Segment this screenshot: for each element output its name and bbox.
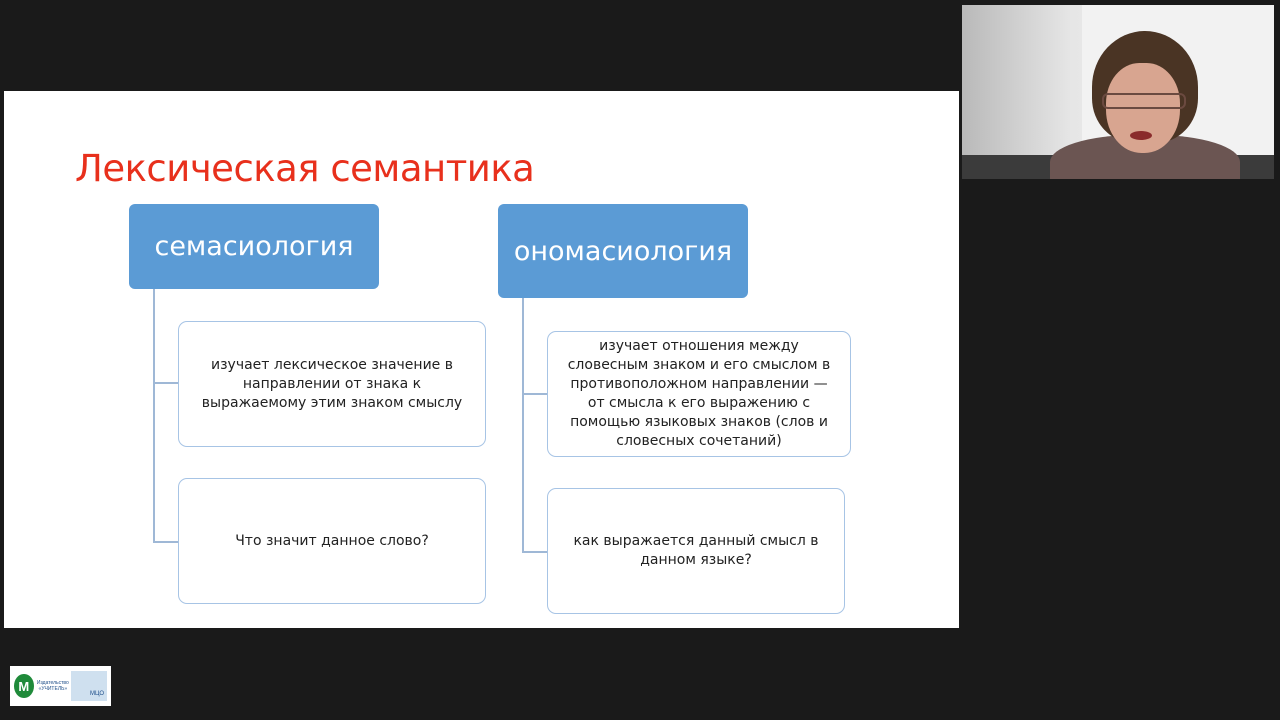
card-semasiology-definition (178, 321, 486, 447)
connector-right-branch-1 (522, 393, 548, 395)
card-text: как выражается данный смысл в данном языке? (573, 533, 819, 568)
connector-left-branch-1 (153, 382, 179, 384)
connector-left-vertical (153, 289, 155, 542)
heading-label: семасиология (154, 231, 354, 262)
presenter-glasses (1102, 93, 1186, 109)
logo-text-line1: Издательство (36, 680, 69, 686)
presentation-slide (4, 91, 959, 628)
logo-emblem: М (14, 674, 34, 698)
globe-map-icon (71, 671, 107, 701)
connector-right-branch-2 (522, 551, 548, 553)
publisher-logo (10, 666, 111, 706)
card-onomasiology-question (547, 488, 845, 614)
slide-title: Лексическая семантика (75, 147, 535, 190)
presenter-mouth (1130, 131, 1152, 140)
card-onomasiology-definition (547, 331, 851, 457)
logo-text (37, 680, 70, 692)
card-text: изучает лексическое значение в направлении от знака к выражаемому этим знаком смыслу (201, 356, 463, 411)
connector-left-branch-2 (153, 541, 179, 543)
heading-onomasiology (498, 204, 748, 298)
card-text: изучает отношения между словесным знаком и его смыслом в противоположном направлении — от смысла к его выражению с помощью языковых знаков (слов и словесных сочетаний) (567, 338, 831, 449)
presenter-webcam (962, 5, 1274, 179)
card-text: Что значит данное слово? (235, 532, 429, 549)
connector-right-vertical (522, 298, 524, 552)
heading-semasiology (129, 204, 379, 289)
logo-text-line2: «УЧИТЕЛЬ» (38, 686, 68, 692)
card-semasiology-question (178, 478, 486, 604)
logo-right-label: МЦО (90, 691, 105, 697)
heading-label: ономасиология (513, 235, 733, 267)
